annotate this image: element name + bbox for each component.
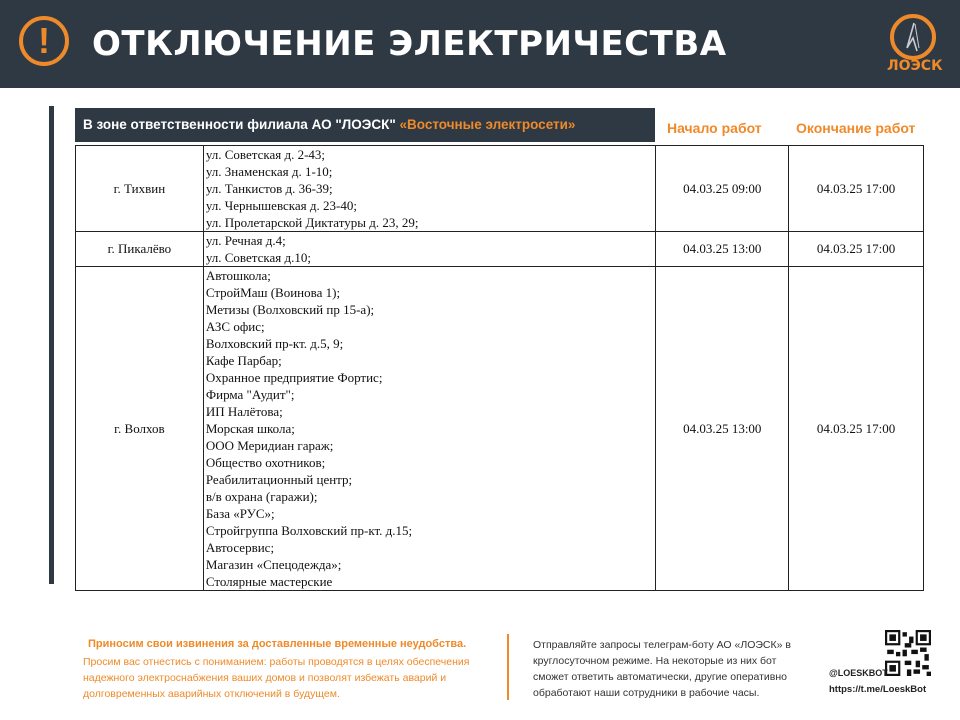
address-line: Автошкола; (205, 268, 271, 283)
address-line: База «РУС»; (205, 506, 275, 521)
telegram-handle: @LOESKBOT (829, 668, 888, 678)
city-cell: г. Тихвин (76, 146, 204, 232)
addresses-cell (203, 267, 656, 591)
end-time-cell: 04.03.25 17:00 (789, 232, 924, 267)
table-row (76, 146, 924, 232)
table-row (76, 232, 924, 267)
address-line: ул. Знаменская д. 1-10; (205, 164, 333, 179)
end-time-cell: 04.03.25 17:00 (789, 267, 924, 591)
page-title: ОТКЛЮЧЕНИЕ ЭЛЕКТРИЧЕСТВА (92, 24, 727, 64)
column-header-start: Начало работ (667, 120, 762, 136)
apology-text: Просим вас отнестись с пониманием: работы проводятся в целях обеспечения надежного электроснабжения ваших домов и позволят избежать аварий и долговременных аварийных отключений в будущем. (83, 656, 470, 700)
left-accent-bar (49, 106, 54, 584)
address-line: Общество охотников; (205, 455, 326, 470)
start-time-cell: 04.03.25 13:00 (656, 267, 789, 591)
address-line: ул. Пролетарской Диктатуры д. 23, 29; (205, 215, 419, 230)
table-row (76, 267, 924, 591)
addresses-cell (203, 232, 656, 267)
addresses-cell (203, 146, 656, 232)
address-line: Стройгруппа Волховский пр-кт. д.15; (205, 523, 413, 538)
qr-code-icon[interactable] (885, 630, 931, 676)
address-line: Волховский пр-кт. д.5, 9; (205, 336, 344, 351)
footer-divider (507, 634, 509, 700)
start-time-cell: 04.03.25 13:00 (656, 232, 789, 267)
outage-table (75, 145, 924, 591)
address-line: Столярные мастерские (205, 574, 333, 589)
address-line: Реабилитационный центр; (205, 472, 353, 487)
zone-branch: «Восточные электросети» (399, 117, 576, 132)
bot-info-text: Отправляйте запросы телеграм-боту АО «ЛОЭСК» в круглосуточном режиме. На некоторые из них бот сможет ответить автоматически, другие оперативно обработают наши сотрудники в рабочие часы. (533, 639, 791, 699)
address-line: ООО Меридиан гараж; (205, 438, 334, 453)
address-line: ул. Танкистов д. 36-39; (205, 181, 333, 196)
apology-title: Приносим свои извинения за доставленные временные неудобства. (88, 638, 467, 650)
exclamation-circle-icon: ! (19, 16, 69, 66)
outage-table-body (76, 146, 924, 591)
address-line: в/в охрана (гаражи); (205, 489, 318, 504)
column-header-end: Окончание работ (796, 120, 916, 136)
city-cell: г. Пикалёво (76, 232, 204, 267)
address-line: СтройМаш (Воинова 1); (205, 285, 341, 300)
lightning-bolt-icon (890, 14, 936, 60)
address-line: Кафе Парбар; (205, 353, 282, 368)
zone-prefix: В зоне ответственности филиала АО "ЛОЭСК" (83, 117, 400, 132)
loesk-logo (887, 14, 943, 76)
address-line: Охранное предприятие Фортис; (205, 370, 383, 385)
telegram-bot-link[interactable]: https://t.me/LoeskBot (829, 684, 927, 695)
address-line: Магазин «Спецодежда»; (205, 557, 342, 572)
address-line: Фирма "Аудит"; (205, 387, 295, 402)
address-line: Автосервис; (205, 540, 275, 555)
address-line: Морская школа; (205, 421, 295, 436)
logo-text: ЛОЭСК (887, 58, 943, 74)
city-cell: г. Волхов (76, 267, 204, 591)
header-bar (0, 0, 960, 88)
address-line: ул. Советская д.10; (205, 250, 311, 265)
address-line: ул. Речная д.4; (205, 233, 286, 248)
start-time-cell: 04.03.25 09:00 (656, 146, 789, 232)
address-line: ИП Налётова; (205, 404, 283, 419)
address-line: АЗС офис; (205, 319, 265, 334)
zone-header (75, 108, 655, 142)
end-time-cell: 04.03.25 17:00 (789, 146, 924, 232)
address-line: Метизы (Волховский пр 15-а); (205, 302, 375, 317)
address-line: ул. Советская д. 2-43; (205, 147, 326, 162)
address-line: ул. Чернышевская д. 23-40; (205, 198, 357, 213)
